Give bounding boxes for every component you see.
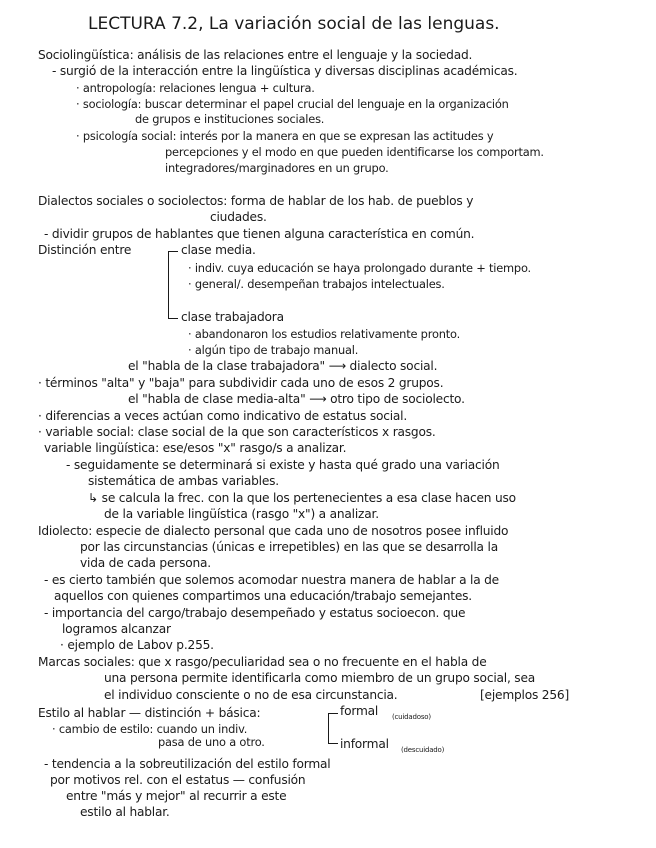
note-line: de la variable lingüística (rasgo "x") a analizar. — [104, 507, 379, 521]
note-line: · ejemplo de Labov p.255. — [60, 638, 214, 652]
note-line: · algún tipo de trabajo manual. — [188, 343, 359, 357]
bracket-tick — [168, 251, 178, 252]
note-line: · abandonaron los estudios relativamente pronto. — [188, 327, 460, 341]
note-line: · cambio de estilo: cuando un indiv. — [52, 722, 248, 736]
note-line: el "habla de clase media-alta" ⟶ otro tipo de sociolecto. — [128, 392, 465, 406]
note-line: el individuo consciente o no de esa circunstancia. — [104, 688, 398, 702]
estilo-bracket — [328, 713, 329, 743]
note-line: · sociología: buscar determinar el papel crucial del lenguaje en la organización — [76, 97, 509, 111]
clase-trabajadora-label: clase trabajadora — [181, 310, 284, 324]
informal-note: (descuidado) — [401, 746, 445, 754]
note-line: estilo al hablar. — [80, 805, 170, 819]
note-line: ↳ se calcula la frec. con la que los pertenecientes a esa clase hacen uso — [88, 491, 516, 505]
distinction-bracket — [168, 251, 169, 319]
note-line: variable lingüística: ese/esos "x" rasgo/s a analizar. — [44, 441, 347, 455]
page-title: LECTURA 7.2, La variación social de las lenguas. — [88, 14, 500, 34]
note-line: · diferencias a veces actúan como indicativo de estatus social. — [38, 409, 408, 423]
note-line: · psicología social: interés por la manera en que se expresan las actitudes y — [76, 129, 494, 143]
note-line: · términos "alta" y "baja" para subdividir cada uno de esos 2 grupos. — [38, 376, 444, 390]
note-line: - dividir grupos de hablantes que tienen alguna característica en común. — [44, 227, 475, 241]
note-line: por las circunstancias (únicas e irrepetibles) en las que se desarrolla la — [80, 540, 498, 554]
note-line: el "habla de la clase trabajadora" ⟶ dialecto social. — [128, 359, 438, 373]
note-line: - importancia del cargo/trabajo desempeñado y estatus socioecon. que — [44, 606, 466, 620]
informal-label: informal — [340, 737, 389, 751]
estilo-al-hablar-heading: Estilo al hablar — distinción + básica: — [38, 706, 261, 720]
note-line: ciudades. — [210, 210, 267, 224]
note-line: · indiv. cuya educación se haya prolongado durante + tiempo. — [188, 261, 531, 275]
note-line: · variable social: clase social de la que son característicos x rasgos. — [38, 425, 436, 439]
clase-media-label: clase media. — [181, 243, 256, 257]
note-line: de grupos e instituciones sociales. — [135, 112, 325, 126]
note-line: vida de cada persona. — [80, 556, 211, 570]
note-line: integradores/marginadores en un grupo. — [165, 161, 389, 175]
sociolinguistica-definition: Sociolingüística: análisis de las relaciones entre el lenguaje y la sociedad. — [38, 48, 473, 62]
bracket-tick — [328, 743, 338, 744]
note-line: una persona permite identificarla como miembro de un grupo social, sea — [104, 671, 536, 685]
note-line: - surgió de la interacción entre la lingüística y diversas disciplinas académicas. — [52, 64, 518, 78]
note-line: por motivos rel. con el estatus — confusión — [50, 773, 306, 787]
examples-reference: [ejemplos 256] — [480, 688, 570, 702]
idiolecto-definition: Idiolecto: especie de dialecto personal que cada uno de nosotros posee influido — [38, 524, 509, 538]
dialectos-sociales-definition: Dialectos sociales o sociolectos: forma de hablar de los hab. de pueblos y — [38, 194, 474, 208]
note-line: - tendencia a la sobreutilización del estilo formal — [44, 757, 331, 771]
note-line: aquellos con quienes compartimos una educación/trabajo semejantes. — [54, 589, 472, 603]
bracket-tick — [328, 713, 338, 714]
note-line: - seguidamente se determinará si existe y hasta qué grado una variación — [66, 458, 500, 472]
note-line: pasa de uno a otro. — [158, 735, 265, 749]
note-line: · antropología: relaciones lengua + cultura. — [76, 81, 315, 95]
note-line: percepciones y el modo en que pueden identificarse los comportam. — [165, 145, 544, 159]
note-line: - es cierto también que solemos acomodar nuestra manera de hablar a la de — [44, 573, 499, 587]
bracket-tick — [168, 318, 178, 319]
formal-note: (cuidadoso) — [392, 713, 431, 721]
note-line: · general/. desempeñan trabajos intelectuales. — [188, 277, 445, 291]
note-line: sistemática de ambas variables. — [88, 474, 279, 488]
formal-label: formal — [340, 704, 379, 718]
distincion-label: Distinción entre — [38, 243, 132, 257]
note-line: entre "más y mejor" al recurrir a este — [66, 789, 287, 803]
marcas-sociales-definition: Marcas sociales: que x rasgo/peculiaridad sea o no frecuente en el habla de — [38, 655, 487, 669]
note-line: logramos alcanzar — [62, 622, 171, 636]
